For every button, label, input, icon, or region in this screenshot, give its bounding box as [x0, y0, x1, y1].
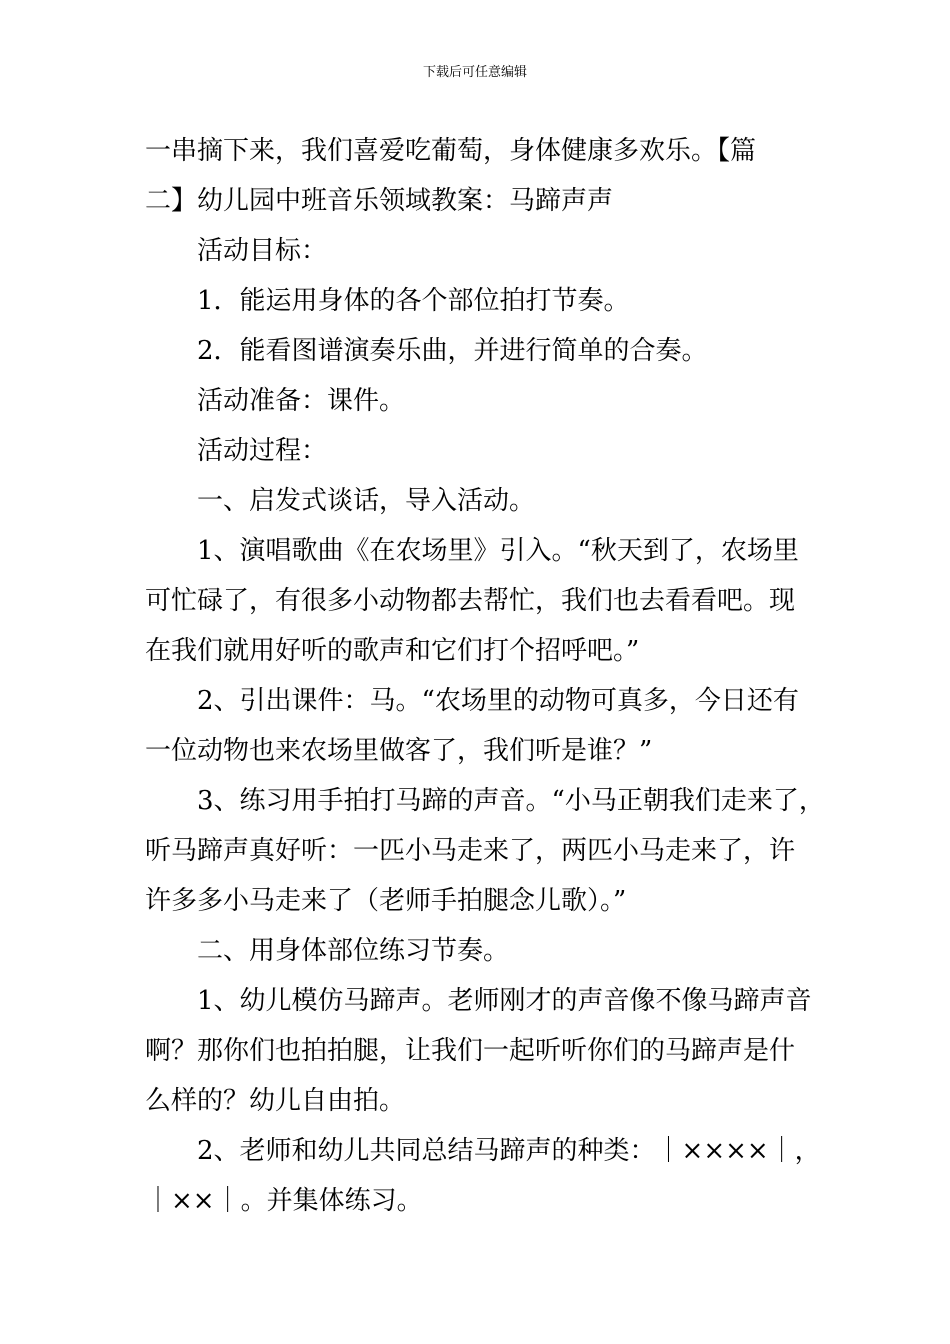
- section-heading-process: 活动过程：: [197, 436, 328, 466]
- text-line-16: 许多多小马走来了（老师手拍腿念儿歌）。”: [145, 886, 627, 916]
- objective-item-1: 1．能运用身体的各个部位拍打节奏。: [197, 286, 630, 316]
- text-line-21: 2、老师和幼儿共同总结马蹄声的种类：｜××××｜，: [197, 1136, 821, 1166]
- text-line-19: 啊？那你们也拍拍腿，让我们一起听听你们的马蹄声是什: [145, 1036, 796, 1066]
- text-line-1: 一串摘下来，我们喜爱吃葡萄，身体健康多欢乐。【篇: [145, 136, 757, 166]
- text-line-18: 1、幼儿模仿马蹄声。老师刚才的声音像不像马蹄声音: [197, 986, 812, 1016]
- objective-item-2: 2．能看图谱演奏乐曲，并进行简单的合奏。: [197, 336, 708, 366]
- text-line-12: 2、引出课件：马。“农场里的动物可真多，今日还有: [197, 686, 799, 716]
- text-line-13: 一位动物也来农场里做客了，我们听是谁？”: [145, 736, 653, 766]
- process-step-1-heading: 一、启发式谈话，导入活动。: [197, 486, 536, 516]
- text-line-10: 可忙碌了，有很多小动物都去帮忙，我们也去看看吧。现: [145, 586, 796, 616]
- text-line-2: 二】幼儿园中班音乐领域教案：马蹄声声: [145, 186, 614, 216]
- process-step-2-heading: 二、用身体部位练习节奏。: [197, 936, 510, 966]
- page-header-note: 下载后可任意编辑: [422, 65, 527, 80]
- text-line-11: 在我们就用好听的歌声和它们打个招呼吧。”: [145, 636, 640, 666]
- section-heading-preparation: 活动准备：课件。: [197, 386, 406, 416]
- text-line-14: 3、练习用手拍打马蹄的声音。“小马正朝我们走来了，: [197, 786, 825, 816]
- section-heading-objectives: 活动目标：: [197, 236, 328, 266]
- document-body: [145, 126, 825, 1226]
- text-line-22: ｜××｜。并集体练习。: [145, 1186, 423, 1216]
- text-line-9: 1、演唱歌曲《在农场里》引入。“秋天到了，农场里: [197, 536, 799, 566]
- text-line-15: 听马蹄声真好听：一匹小马走来了，两匹小马走来了，许: [145, 836, 796, 866]
- text-line-20: 么样的？幼儿自由拍。: [145, 1086, 406, 1116]
